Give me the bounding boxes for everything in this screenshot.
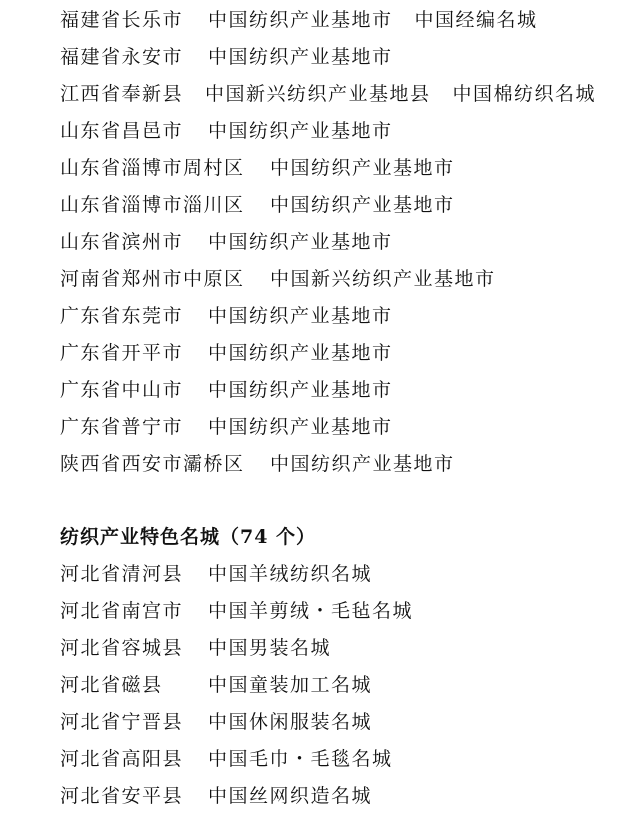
location-name: 江西省奉新县 (60, 83, 184, 105)
list-item (60, 111, 616, 148)
honor-title: 中国纺织产业基地市 (270, 194, 455, 216)
location-name: 河北省宁晋县 (60, 711, 184, 733)
location-name: 广东省普宁市 (60, 416, 184, 438)
section-gap (60, 481, 616, 516)
location-name: 山东省淄博市淄川区 (60, 194, 245, 216)
list-item (60, 628, 616, 665)
list-item (60, 222, 616, 259)
location-name: 福建省永安市 (60, 46, 184, 68)
honor-title: 中国休闲服装名城 (208, 711, 373, 733)
location-name: 河北省安平县 (60, 785, 184, 807)
location-name: 河北省磁县 (60, 674, 163, 696)
honor-title: 中国男装名城 (208, 637, 332, 659)
honor-title: 中国纺织产业基地市 (208, 305, 393, 327)
honor-title: 中国纺织产业基地市 (270, 157, 455, 179)
list-item (60, 74, 616, 111)
honor-title: 中国纺织产业基地市 (208, 46, 393, 68)
honor-title: 中国纺织产业基地市 (208, 120, 393, 142)
list-item (60, 296, 616, 333)
location-name: 山东省昌邑市 (60, 120, 184, 142)
honor-title: 中国新兴纺织产业基地市 (270, 268, 496, 290)
honor-title: 中国经编名城 (414, 9, 538, 31)
honor-title: 中国棉纺织名城 (452, 83, 597, 105)
document-page (60, 0, 616, 813)
honor-title: 中国纺织产业基地市 (208, 231, 393, 253)
list-item (60, 185, 616, 222)
location-name: 河北省南宫市 (60, 600, 184, 622)
location-name: 广东省中山市 (60, 379, 184, 401)
list-item (60, 444, 616, 481)
list-item (60, 739, 616, 776)
list-item (60, 259, 616, 296)
honor-title: 中国纺织产业基地市 (208, 342, 393, 364)
location-name: 山东省滨州市 (60, 231, 184, 253)
list-item (60, 37, 616, 74)
honor-title: 中国纺织产业基地市 (208, 9, 393, 31)
featured-city-list (60, 554, 616, 813)
location-name: 河南省郑州市中原区 (60, 268, 245, 290)
location-name: 陕西省西安市灞桥区 (60, 453, 245, 475)
honor-title: 中国童装加工名城 (208, 674, 373, 696)
honor-title: 中国丝网织造名城 (208, 785, 373, 807)
location-name: 广东省开平市 (60, 342, 184, 364)
location-name: 广东省东莞市 (60, 305, 184, 327)
list-item (60, 665, 616, 702)
base-city-list (60, 0, 616, 481)
honor-title: 中国羊剪绒・毛毡名城 (208, 600, 414, 622)
list-item (60, 333, 616, 370)
list-item (60, 776, 616, 813)
location-name: 河北省容城县 (60, 637, 184, 659)
list-item (60, 407, 616, 444)
location-name: 河北省高阳县 (60, 748, 184, 770)
honor-title: 中国毛巾・毛毯名城 (208, 748, 393, 770)
location-name: 福建省长乐市 (60, 9, 184, 31)
list-item (60, 0, 616, 37)
honor-title: 中国羊绒纺织名城 (208, 563, 373, 585)
list-item (60, 591, 616, 628)
honor-title: 中国纺织产业基地市 (270, 453, 455, 475)
list-item (60, 370, 616, 407)
list-item (60, 702, 616, 739)
location-name: 河北省清河县 (60, 563, 184, 585)
honor-title: 中国纺织产业基地市 (208, 416, 393, 438)
honor-title: 中国新兴纺织产业基地县 (205, 83, 431, 105)
list-item (60, 148, 616, 185)
honor-title: 中国纺织产业基地市 (208, 379, 393, 401)
list-item (60, 554, 616, 591)
location-name: 山东省淄博市周村区 (60, 157, 245, 179)
section-heading: 纺织产业特色名城（74 个） (60, 525, 317, 548)
